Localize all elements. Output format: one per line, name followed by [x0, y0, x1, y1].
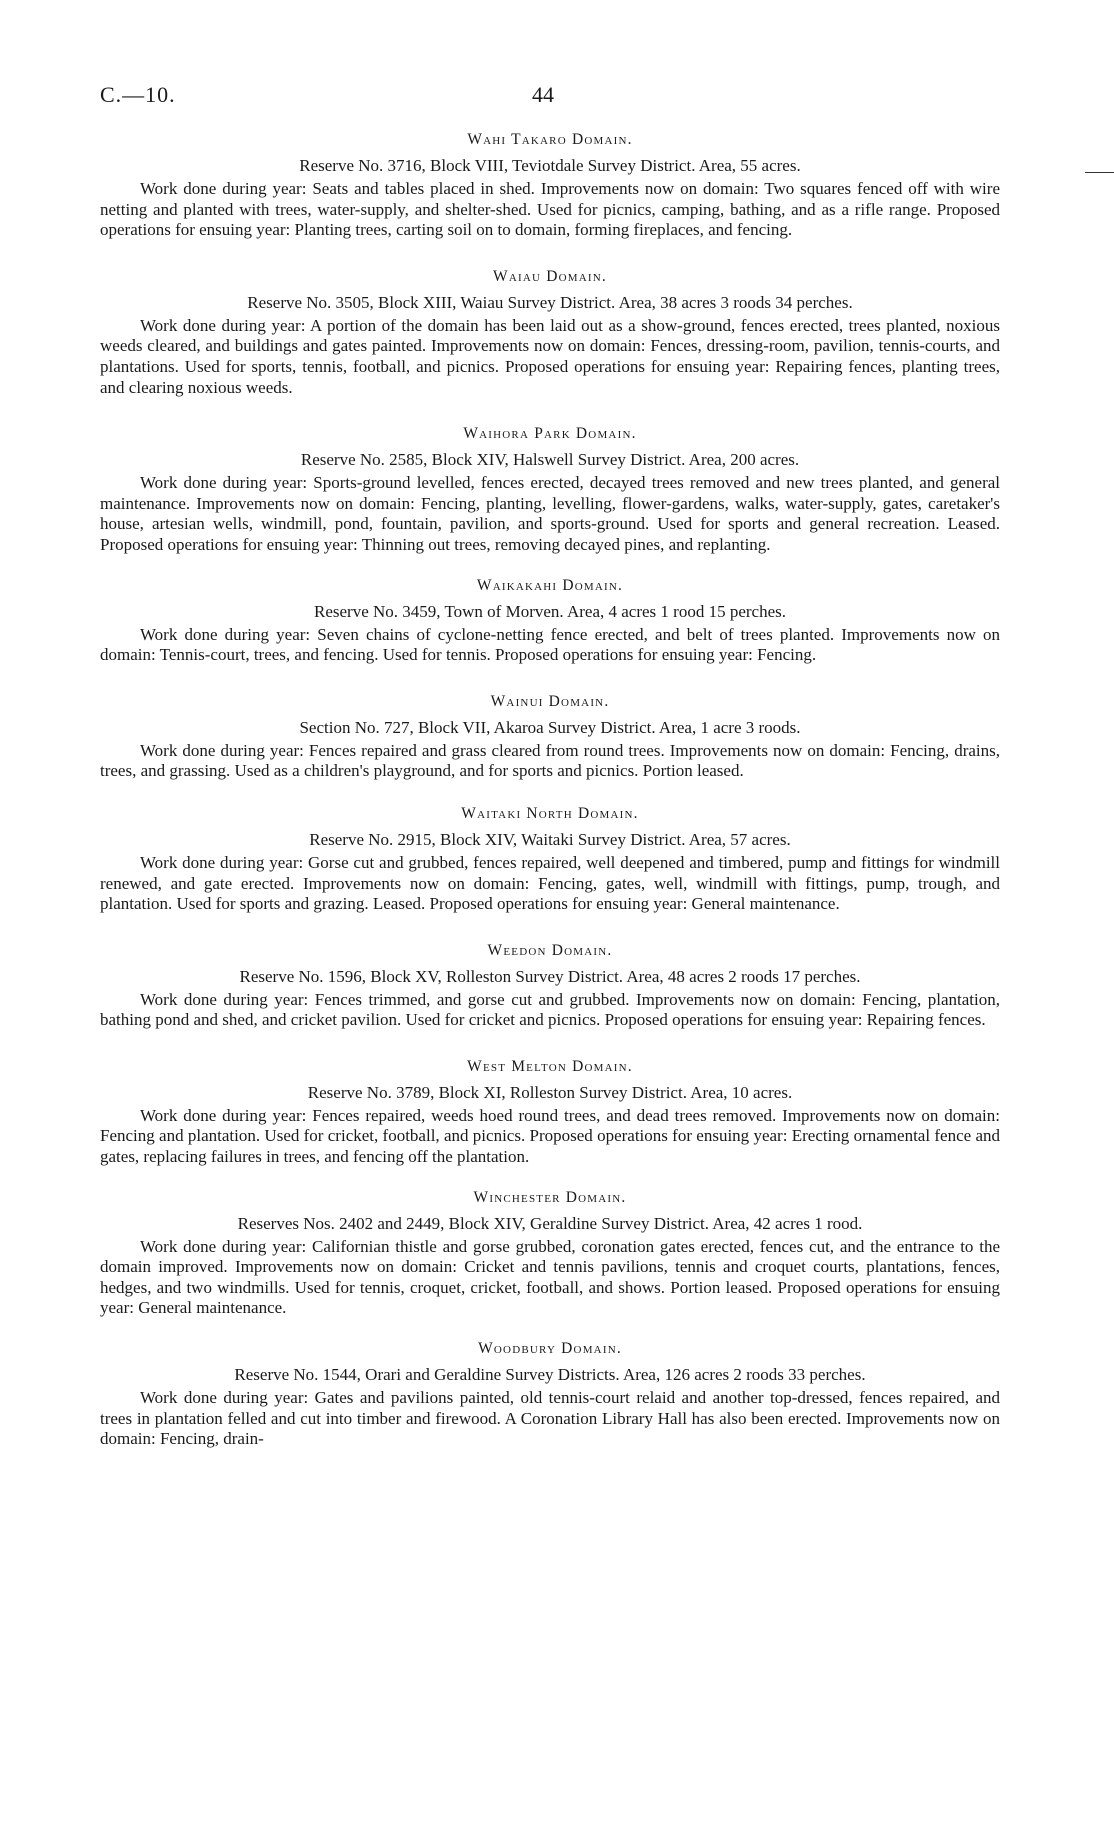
- reserve-line: Reserve No. 3789, Block XI, Rolleston Survey District. Area, 10 acres.: [307, 1082, 793, 1102]
- section-body: Work done during year: Gorse cut and grubbed, fences repaired, well deepened and timbered, pump and fittings for windmill renewed, and gate erected. Improvements now on domain: Fencing, gates, well, windmill with fittings, pump, trough, and plantation. Used for sports and grazing. Leased. Proposed operations for ensuing year: General maintenance.: [100, 852, 1000, 914]
- reserve-line: Reserve No. 2585, Block XIV, Halswell Survey District. Area, 200 acres.: [300, 450, 800, 470]
- domain-section-winchester: [100, 1188, 1000, 1319]
- domain-section-woodbury: [100, 1339, 1000, 1450]
- reserve-line: Reserve No. 1544, Orari and Geraldine Survey Districts. Area, 126 acres 2 roods 33 perches.: [234, 1365, 866, 1385]
- section-body: Work done during year: Seven chains of cyclone-netting fence erected, and belt of trees planted. Improvements now on domain: Tennis-court, trees, and fencing. Used for tennis. Proposed operations for ensuing year: Fencing.: [100, 624, 1000, 665]
- section-title: Waitaki North Domain.: [461, 804, 639, 822]
- section-title: Weedon Domain.: [487, 941, 613, 959]
- reserve-line: Reserve No. 2915, Block XIV, Waitaki Survey District. Area, 57 acres.: [309, 829, 791, 849]
- reserve-line: Reserve No. 1596, Block XV, Rolleston Survey District. Area, 48 acres 2 roods 17 perches.: [239, 966, 861, 986]
- domain-section-waikakahi: [100, 576, 1000, 666]
- page-header: [100, 82, 1010, 112]
- section-body: Work done during year: Californian thistle and gorse grubbed, coronation gates erected, fences cut, and the entrance to the domain improved. Improvements now on domain: Cricket and tennis pavilions, tennis and croquet courts, plantations, fences, hedges, and two windmills. Used for tennis, croquet, cricket, football, and shows. Portion leased. Proposed operations for ensuing year: General maintenance.: [100, 1236, 1000, 1318]
- domain-section-west-melton: [100, 1057, 1000, 1168]
- domain-section-waitaki-north: [100, 804, 1000, 915]
- reserve-line: Section No. 727, Block VII, Akaroa Survey District. Area, 1 acre 3 roods.: [299, 717, 801, 737]
- reserve-line: Reserve No. 3459, Town of Morven. Area, 4 acres 1 rood 15 perches.: [313, 601, 786, 621]
- domain-section-wahi-takaro: [100, 130, 1000, 241]
- section-title: Waikakahi Domain.: [476, 576, 624, 594]
- domain-section-waiau: [100, 267, 1000, 398]
- domain-section-waihora-park: [100, 424, 1000, 555]
- section-title: Waiau Domain.: [493, 267, 607, 285]
- section-title: Wahi Takaro Domain.: [467, 131, 633, 148]
- section-body: Work done during year: Fences repaired and grass cleared from round trees. Improvements now on domain: Fencing, drains, trees, and grassing. Used as a children's playground, and for sports and picnics. Portion leased.: [100, 740, 1000, 781]
- page-content: [100, 130, 1000, 1450]
- page-number: 44: [532, 82, 554, 107]
- section-title: Woodbury Domain.: [478, 1340, 622, 1358]
- reserve-line: Reserves Nos. 2402 and 2449, Block XIV, Geraldine Survey District. Area, 42 acres 1 rood.: [237, 1213, 863, 1233]
- section-body: Work done during year: Seats and tables placed in shed. Improvements now on domain: Two squares fenced off with wire netting and planted with trees, water-supply, and shelter-shed. Used for picnics, camping, bathing, and as a rifle range. Proposed operations for ensuing year: Planting trees, carting soil on to domain, forming fireplaces, and fencing.: [100, 179, 1000, 240]
- section-title: Waihora Park Domain.: [463, 425, 637, 443]
- section-body: Work done during year: Fences repaired, weeds hoed round trees, and dead trees removed. Improvements now on domain: Fencing and plantation. Used for cricket, football, and picnics. Proposed operations for ensuing year: Erecting ornamental fence and gates, replacing failures in trees, and fencing off the plantation.: [100, 1105, 1000, 1167]
- domain-section-wainui: [100, 692, 1000, 782]
- reserve-line: Reserve No. 3716, Block VIII, Teviotdale Survey District. Area, 55 acres.: [299, 156, 801, 175]
- margin-mark: [1085, 172, 1114, 173]
- domain-section-weedon: [100, 941, 1000, 1031]
- reserve-line: Reserve No. 3505, Block XIII, Waiau Survey District. Area, 38 acres 3 roods 34 perches.: [247, 292, 853, 312]
- section-title: Winchester Domain.: [473, 1188, 627, 1206]
- section-body: Work done during year: Gates and pavilions painted, old tennis-court relaid and another top-dressed, fences repaired, and trees in plantation felled and cut into timber and firewood. A Coronation Library Hall has also been erected. Improvements now on domain: Fencing, drain-: [100, 1388, 1000, 1449]
- section-body: Work done during year: A portion of the domain has been laid out as a show-ground, fences erected, trees planted, noxious weeds cleared, and buildings and gates painted. Improvements now on domain: Fences, dressing-room, pavilion, tennis-courts, and plantations. Used for sports, tennis, football, and picnics. Proposed operations for ensuing year: Repairing fences, planting trees, and clearing noxious weeds.: [100, 315, 1000, 397]
- section-body: Work done during year: Sports-ground levelled, fences erected, decayed trees removed and new trees planted, and general maintenance. Improvements now on domain: Fencing, planting, levelling, flower-gardens, walks, water-supply, gates, caretaker's house, artesian wells, windmill, pond, fountain, pavilion, and sports-ground. Used for sports and general recreation. Leased. Proposed operations for ensuing year: Thinning out trees, removing decayed pines, and replanting.: [100, 473, 1000, 554]
- section-title: Wainui Domain.: [490, 692, 610, 710]
- section-title: West Melton Domain.: [467, 1057, 633, 1075]
- document-code: C.—10.: [100, 82, 176, 107]
- section-body: Work done during year: Fences trimmed, and gorse cut and grubbed. Improvements now on domain: Fencing, plantation, bathing pond and shed, and cricket pavilion. Used for cricket and picnics. Proposed operations for ensuing year: Repairing fences.: [100, 989, 1000, 1030]
